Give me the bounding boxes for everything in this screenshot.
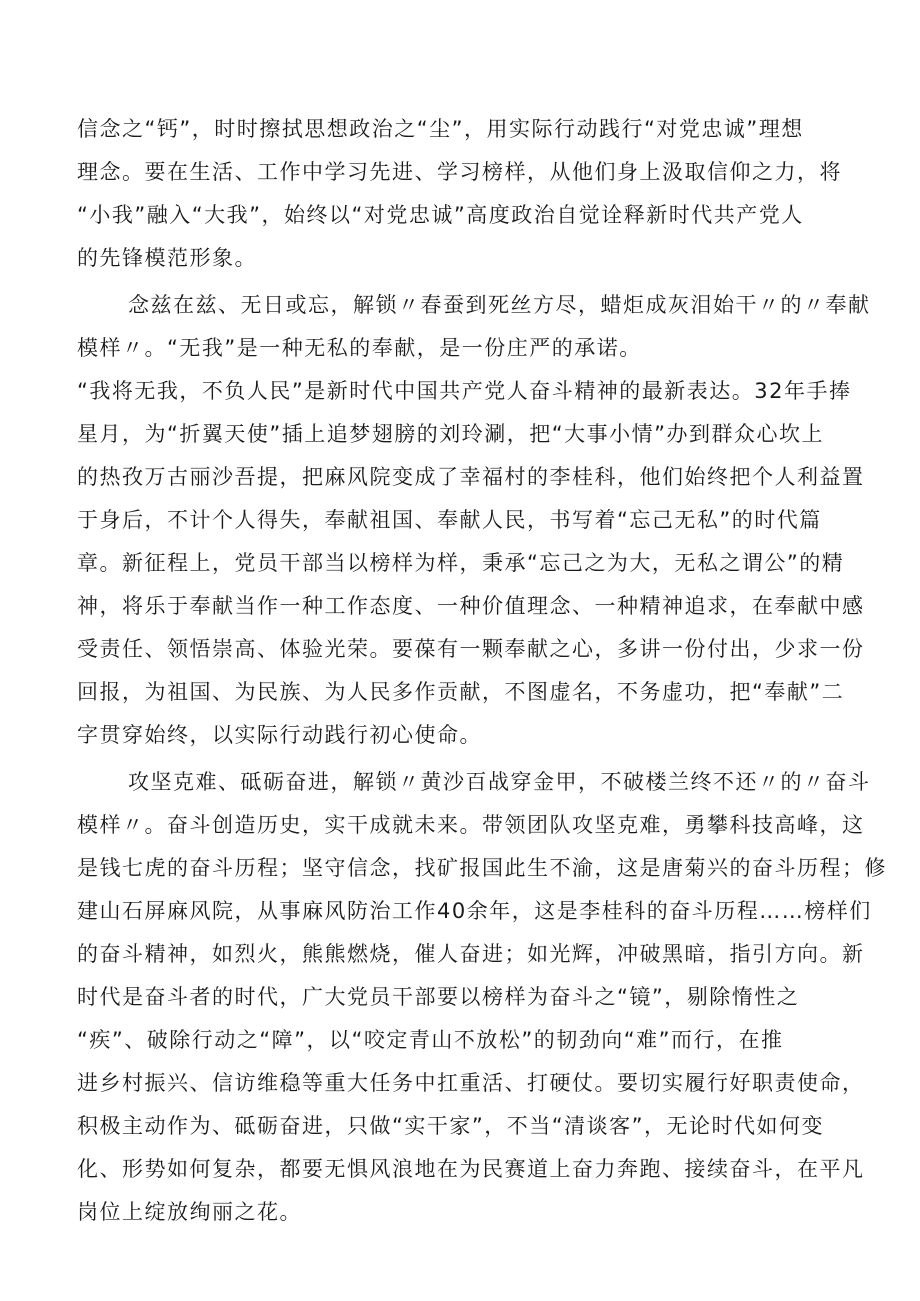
text-line: 字贯穿始终，以实际行动践行初心使命。	[77, 723, 482, 747]
text-line: 星月，为“折翼天使”插上追梦翅膀的刘玲涮，把“大事小情”办到群众心坎上	[77, 422, 825, 446]
text-line: 进乡村振兴、信访维稳等重大任务中扛重活、打硬仗。要切实履行好职责使命，	[77, 1071, 865, 1095]
text-line: 神，将乐于奉献当作一种工作态度、一种价值理念、一种精神追求，在奉献中感	[77, 594, 865, 618]
text-line: 章。新征程上，党员干部当以榜样为样，秉承“忘己之为大，无私之谓公”的精	[77, 551, 845, 575]
paragraph-start-line: 攻坚克难、砥砺奋进，解锁〃黄沙百战穿金甲，不破楼兰终不还〃的〃奋斗	[128, 770, 871, 794]
text-line: 信念之“钙”，时时擦拭思想政治之“尘”，用实际行动践行“对党忠诚”理想	[77, 117, 804, 141]
text-line: 回报，为祖国、为民族、为人民多作贡献，不图虚名，不务虚功，把“奉献”二	[77, 680, 845, 704]
paragraph-start-line: 念兹在兹、无日或忘，解锁〃春蚕到死丝方尽，蜡炬成灰泪始干〃的〃奉献	[128, 293, 871, 317]
text-line: 的奋斗精神，如烈火，熊熊燃烧，催人奋进；如光辉，冲破黑暗，指引方向。新	[77, 942, 865, 966]
text-line: 积极主动作为、砥砺奋进，只做“实干家”，不当“清谈客”，无论时代如何变	[77, 1114, 825, 1138]
text-line: 化、形势如何复杂，都要无惧风浪地在为民赛道上奋力奔跑、接续奋斗，在平凡	[77, 1157, 865, 1181]
text-line: “小我”融入“大我”，始终以“对党忠诚”高度政治自觉诠释新时代共产党人	[77, 203, 804, 227]
text-line: “疾”、破除行动之“障”，以“咬定青山不放松”的韧劲向“难”而行，在推	[77, 1028, 784, 1052]
text-line: 建山石屏麻风院，从事麻风防治工作40余年，这是李桂科的奋斗历程……榜样们	[77, 899, 872, 923]
text-line: 的先锋模范形象。	[77, 246, 257, 270]
text-line: “我将无我，不负人民”是新时代中国共产党人奋斗精神的最新表达。32年手捧	[77, 379, 852, 403]
text-line: 模样〃。奋斗创造历史，实干成就未来。带领团队攻坚克难，勇攀科技高峰，这	[77, 813, 865, 837]
text-line: 时代是奋斗者的时代，广大党员干部要以榜样为奋斗之“镜”，剔除惰性之	[77, 985, 800, 1009]
text-line: 模样〃。“无我”是一种无私的奉献，是一份庄严的承诺。	[77, 336, 642, 360]
text-line: 受责任、领悟崇高、体验光荣。要葆有一颗奉献之心，多讲一份付出，少求一份	[77, 637, 865, 661]
text-line: 于身后，不计个人得失，奉献祖国、奉献人民，书写着“忘己无私”的时代篇	[77, 508, 822, 532]
text-line: 岗位上绽放绚丽之花。	[77, 1200, 302, 1224]
text-line: 的热孜万古丽沙吾提，把麻风院变成了幸福村的李桂科，他们始终把个人利益置	[77, 465, 865, 489]
text-line: 是钱七虎的奋斗历程；坚守信念，找矿报国此生不渝，这是唐菊兴的奋斗历程；修	[77, 856, 887, 880]
text-line: 理念。要在生活、工作中学习先进、学习榜样，从他们身上汲取信仰之力，将	[77, 160, 842, 184]
